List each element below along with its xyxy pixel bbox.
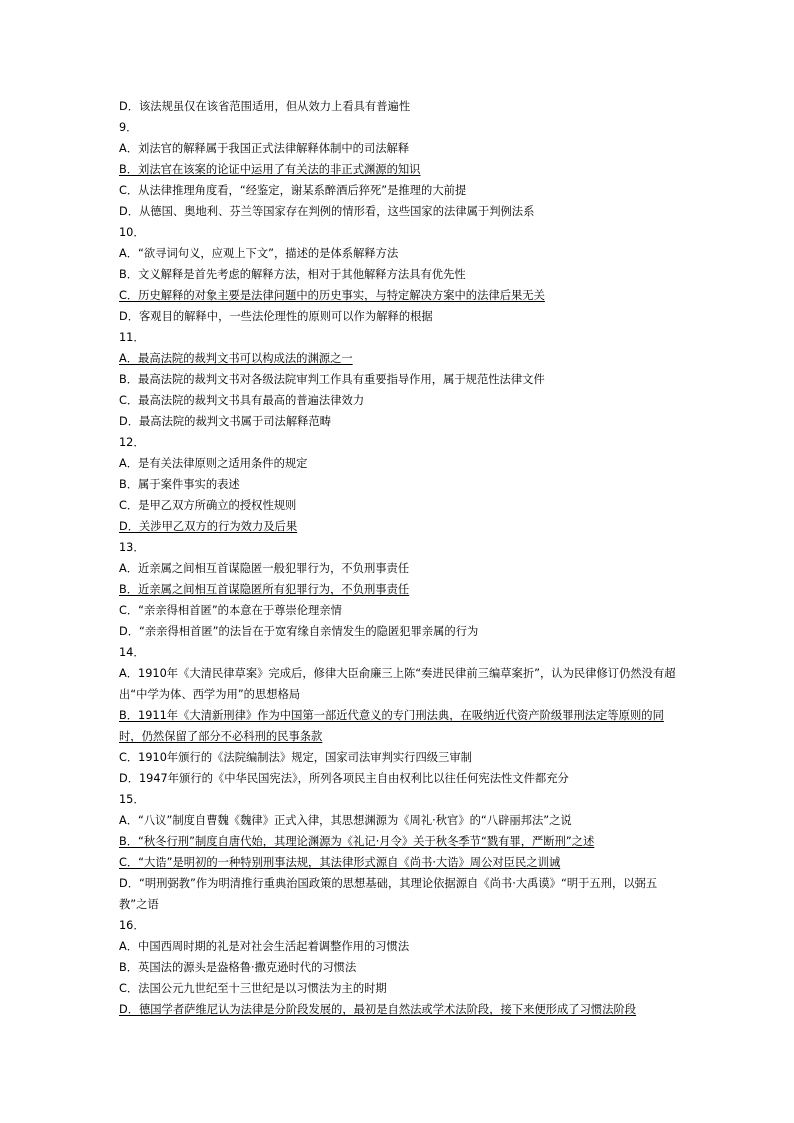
- text-line-content: D．德国学者萨维尼认为法律是分阶段发展的，最初是自然法或学术法阶段，接下来便形成了习惯法阶段: [119, 1003, 637, 1016]
- text-line: [119, 936, 679, 957]
- text-line: [119, 957, 679, 978]
- text-line: [119, 516, 679, 537]
- text-line: [119, 453, 679, 474]
- text-line: [119, 621, 679, 642]
- text-line: [119, 495, 679, 516]
- text-line-content: 14．: [119, 646, 145, 659]
- text-line-content: 13．: [119, 541, 145, 554]
- text-line-content: 15．: [119, 793, 145, 806]
- text-line-content: D．关涉甲乙双方的行为效力及后果: [119, 520, 298, 533]
- text-line-content: 9．: [119, 121, 138, 134]
- text-line-content: C．历史解释的对象主要是法律问题中的历史事实，与特定解决方案中的法律后果无关: [119, 289, 545, 302]
- text-line: [119, 96, 679, 117]
- text-line-content: A．近亲属之间相互首谋隐匿一般犯罪行为，不负刑事责任: [119, 562, 410, 575]
- text-line-content: A．“八议”制度自曹魏《魏律》正式入律，其思想渊源为《周礼·秋官》的“八辟丽邦法”之说: [119, 814, 572, 827]
- text-line-content: B．近亲属之间相互首谋隐匿所有犯罪行为，不负刑事责任: [119, 583, 410, 596]
- text-line: [119, 285, 679, 306]
- text-line-content: D．“明刑弼教”作为明清推行重典治国政策的思想基础，其理论依据源自《尚书·大禹谟》“明于五刑，以弼五教”之语: [119, 877, 658, 911]
- text-line: [119, 999, 679, 1020]
- text-line: [119, 558, 679, 579]
- text-line: [119, 537, 679, 558]
- text-line: [119, 264, 679, 285]
- text-line: [119, 117, 679, 138]
- text-line-content: B．刘法官在该案的论证中运用了有关法的非正式渊源的知识: [119, 163, 421, 176]
- text-line: [119, 978, 679, 999]
- text-line: [119, 873, 679, 915]
- text-line: [119, 789, 679, 810]
- text-line-content: B．文义解释是首先考虑的解释方法，相对于其他解释方法具有优先性: [119, 268, 466, 281]
- text-line: [119, 474, 679, 495]
- text-line-content: A．“欲寻词句义，应观上下文”，描述的是体系解释方法: [119, 247, 399, 260]
- text-line: [119, 600, 679, 621]
- text-line-content: A．是有关法律原则之适用条件的规定: [119, 457, 308, 470]
- text-line: [119, 768, 679, 789]
- text-line-content: D．最高法院的裁判文书属于司法解释范畴: [119, 415, 332, 428]
- text-line: [119, 180, 679, 201]
- text-line-content: D．客观目的解释中，一些法伦理性的原则可以作为解释的根据: [119, 310, 433, 323]
- text-line-content: A．中国西周时期的礼是对社会生活起着调整作用的习惯法: [119, 940, 410, 953]
- text-line: [119, 159, 679, 180]
- text-line-content: A．最高法院的裁判文书可以构成法的渊源之一: [119, 352, 353, 365]
- text-line-content: 10．: [119, 226, 145, 239]
- text-line: [119, 432, 679, 453]
- text-line-content: C．是甲乙双方所确立的授权性规则: [119, 499, 297, 512]
- text-line-content: A．刘法官的解释属于我国正式法律解释体制中的司法解释: [119, 142, 410, 155]
- text-line-content: B．最高法院的裁判文书对各级法院审判工作具有重要指导作用，属于规范性法律文件: [119, 373, 545, 386]
- text-line-content: C．“大诰”是明初的一种特别刑事法规，其法律形式源自《尚书·大诰》周公对臣民之训诫: [119, 856, 561, 869]
- text-line-content: C．最高法院的裁判文书具有最高的普遍法律效力: [119, 394, 365, 407]
- text-line: [119, 306, 679, 327]
- text-line: [119, 915, 679, 936]
- text-line-content: B．属于案件事实的表述: [119, 478, 240, 491]
- text-line-content: C．“亲亲得相首匿”的本意在于尊崇伦理亲情: [119, 604, 342, 617]
- text-line: [119, 411, 679, 432]
- text-line-content: 11．: [119, 331, 145, 344]
- text-line-content: B．“秋冬行刑”制度自唐代始，其理论渊源为《礼记·月令》关于秋冬季节“戮有罪，严断刑”之述: [119, 835, 595, 848]
- text-line: [119, 831, 679, 852]
- text-line-content: D．1947年颁行的《中华民国宪法》，所列各项民主自由权利比以往任何宪法性文件都充分: [119, 772, 569, 785]
- text-line-content: C．从法律推理角度看，“经鉴定，谢某系醉酒后猝死”是推理的大前提: [119, 184, 467, 197]
- text-line: [119, 663, 679, 705]
- text-line: [119, 810, 679, 831]
- document-page: [119, 96, 679, 1020]
- text-line-content: C．法国公元九世纪至十三世纪是以习惯法为主的时期: [119, 982, 387, 995]
- text-line: [119, 390, 679, 411]
- text-line-content: C．1910年颁行的《法院编制法》规定，国家司法审判实行四级三审制: [119, 751, 472, 764]
- text-line-content: 12．: [119, 436, 145, 449]
- text-line: [119, 201, 679, 222]
- text-line: [119, 327, 679, 348]
- text-line: [119, 642, 679, 663]
- text-line: [119, 222, 679, 243]
- text-line: [119, 852, 679, 873]
- text-line-content: 16．: [119, 919, 145, 932]
- text-line-content: D．“亲亲得相首匿”的法旨在于宽宥缘自亲情发生的隐匿犯罪亲属的行为: [119, 625, 479, 638]
- text-line: [119, 243, 679, 264]
- text-line-content: D．从德国、奥地利、芬兰等国家存在判例的情形看，这些国家的法律属于判例法系: [119, 205, 535, 218]
- text-line: [119, 369, 679, 390]
- text-line-content: D．该法规虽仅在该省范围适用，但从效力上看具有普遍性: [119, 100, 411, 113]
- text-line: [119, 138, 679, 159]
- text-line-content: A．1910年《大清民律草案》完成后，修律大臣俞廉三上陈“奏进民律前三编草案折”，认为民律修订仍然没有超出“中学为体、西学为用”的思想格局: [119, 667, 676, 701]
- text-line-content: B．英国法的源头是盎格鲁·撒克逊时代的习惯法: [119, 961, 357, 974]
- text-line: [119, 579, 679, 600]
- text-line-content: B．1911年《大清新刑律》作为中国第一部近代意义的专门刑法典，在吸纳近代资产阶级罪刑法定等原则的同时，仍然保留了部分不必科刑的民事条款: [119, 709, 664, 743]
- text-line: [119, 705, 679, 747]
- text-line: [119, 747, 679, 768]
- text-line: [119, 348, 679, 369]
